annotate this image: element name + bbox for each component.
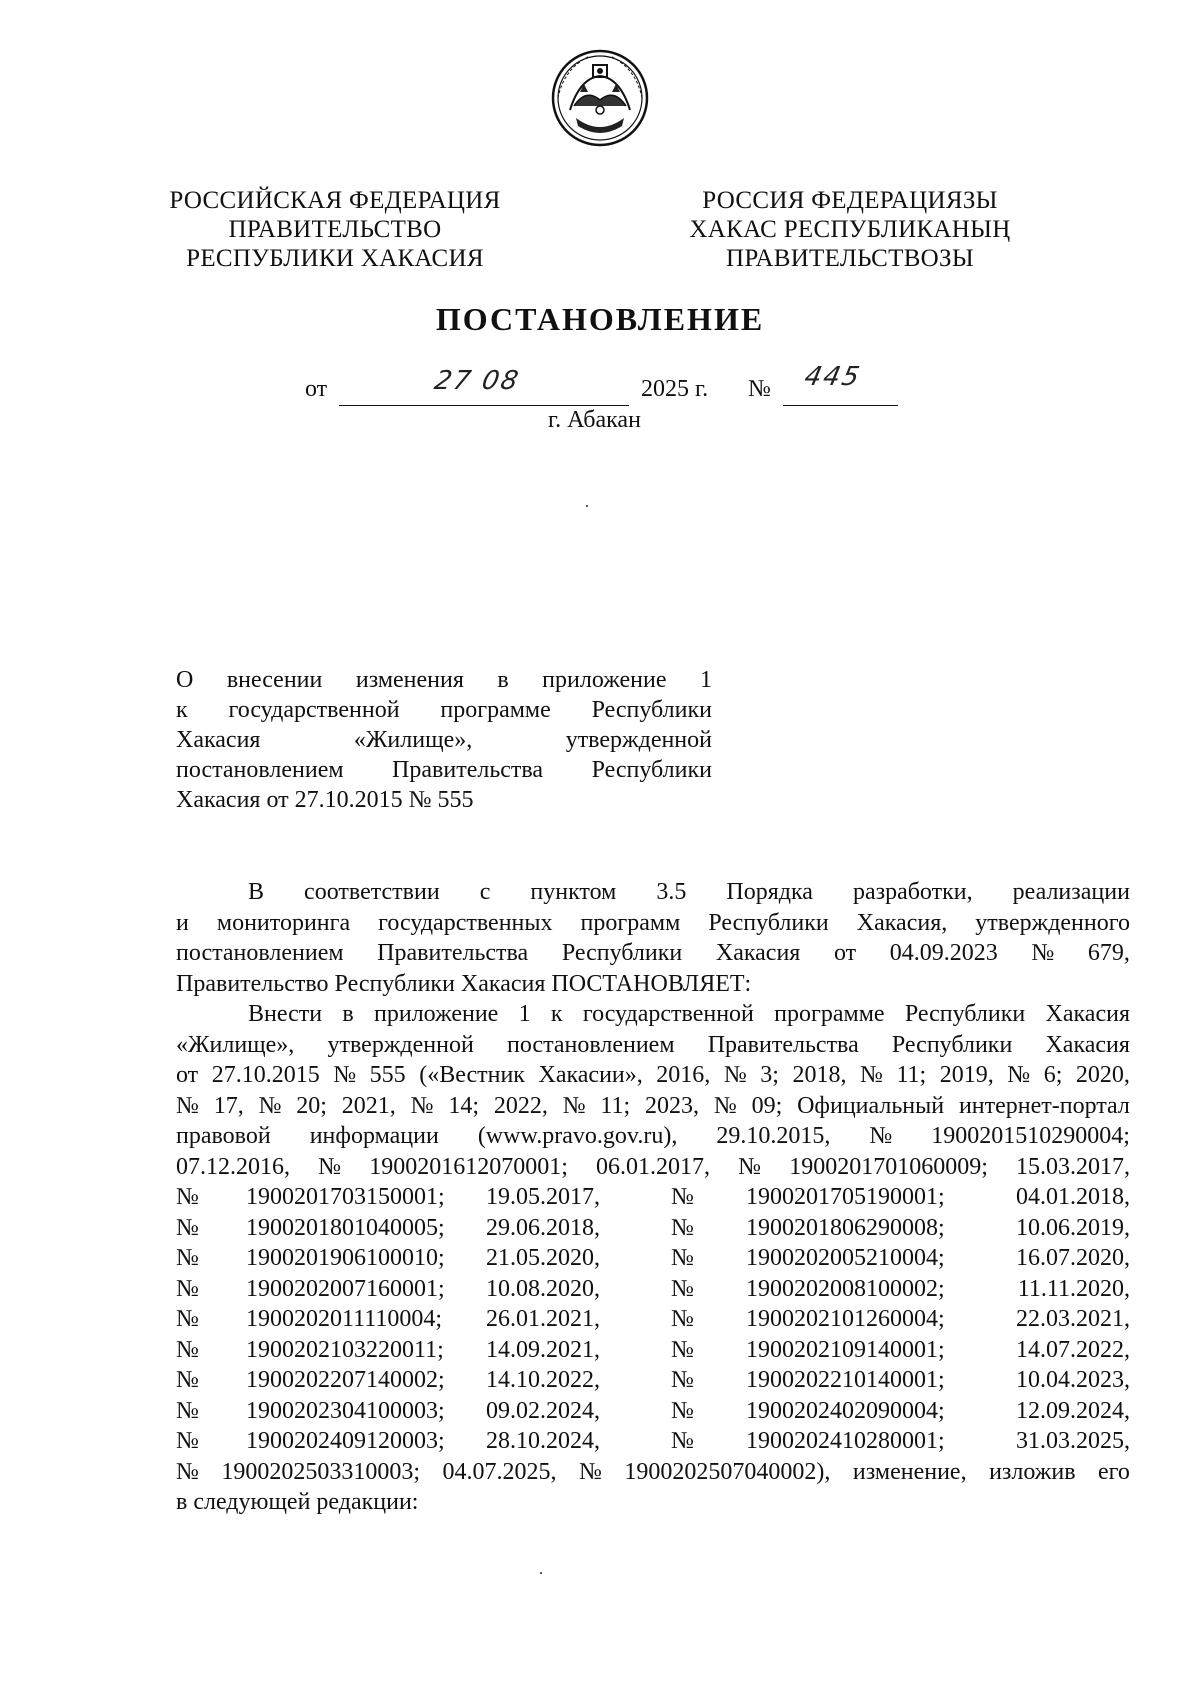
- subject-line: Хакасия от 27.10.2015 № 555: [176, 787, 474, 813]
- header-right-line: ХАКАС РЕСПУБЛИКАНЫҢ: [689, 216, 1011, 243]
- citation-cell: 1900202103220011;: [246, 1336, 444, 1363]
- body-line: Правительство Республики Хакасия ПОСТАНОВЛЯЕТ:: [176, 970, 752, 997]
- citation-cell: №: [671, 1428, 694, 1454]
- word: Республики: [708, 909, 829, 936]
- citation-row: [176, 1213, 1130, 1244]
- word: 1900202503310003;: [221, 1458, 421, 1485]
- word: Официальный: [797, 1092, 945, 1119]
- word: (www.pravo.gov.ru),: [477, 1123, 678, 1149]
- citation-cell: 1900202410280001;: [746, 1428, 951, 1454]
- word: 1900201612070001;: [369, 1153, 568, 1180]
- word: №: [333, 1062, 357, 1088]
- word: 17,: [213, 1092, 244, 1119]
- word: приложение: [542, 667, 667, 693]
- word: изложив: [989, 1458, 1076, 1485]
- word: государственных: [378, 909, 553, 936]
- citation-cell: 1900202409120003;: [246, 1428, 445, 1454]
- word: 679,: [1087, 940, 1130, 966]
- citation-cell: 09.02.2024,: [486, 1397, 600, 1424]
- subject-line: [176, 725, 712, 755]
- word: постановлением: [176, 940, 344, 966]
- word: 1900201701060009;: [789, 1153, 988, 1180]
- word: его: [1098, 1458, 1130, 1485]
- handwritten-date: 27 08: [431, 366, 523, 396]
- word: от: [833, 940, 857, 966]
- word: 2018,: [792, 1062, 847, 1088]
- citation-cell: 12.09.2024,: [1016, 1397, 1130, 1424]
- word: Хакасия: [715, 940, 801, 966]
- citation-cell: 1900202007160001;: [246, 1275, 445, 1302]
- word: №: [738, 1153, 762, 1180]
- citation-row: [176, 1426, 1130, 1457]
- word: мониторинга: [216, 909, 351, 936]
- word: Хакасия,: [856, 909, 948, 936]
- citation-row: [176, 1243, 1130, 1274]
- citation-cell: 31.03.2025,: [1016, 1428, 1130, 1454]
- word: и: [176, 909, 189, 936]
- citation-cell: 1900202005210004;: [746, 1245, 951, 1271]
- citation-cell: 21.05.2020,: [486, 1245, 600, 1271]
- word: утвержденной: [327, 1031, 474, 1058]
- word: №: [258, 1092, 282, 1119]
- word: №: [723, 1062, 747, 1088]
- subject-line: [176, 665, 712, 695]
- word: приложение: [374, 1001, 499, 1027]
- citation-cell: №: [176, 1428, 199, 1454]
- word: от: [176, 1062, 199, 1088]
- word: №: [860, 1062, 883, 1088]
- word: 04.07.2025,: [442, 1458, 557, 1485]
- citation-cell: 1900201906100010;: [246, 1245, 445, 1271]
- citation-cell: 14.10.2022,: [486, 1367, 600, 1393]
- word: 2022,: [493, 1092, 548, 1119]
- citation-cell: 10.08.2020,: [486, 1275, 600, 1302]
- word: в: [497, 667, 509, 693]
- word: Правительства: [707, 1031, 859, 1058]
- header-right-line: РОССИЯ ФЕДЕРАЦИЯЗЫ: [702, 187, 998, 214]
- word: №: [176, 1458, 199, 1485]
- citation-row: [176, 1396, 1130, 1427]
- citation-cell: 10.06.2019,: [1016, 1214, 1130, 1241]
- word: «Жилище»,: [353, 727, 473, 753]
- decree-title: ПОСТАНОВЛЕНИЕ: [435, 301, 765, 337]
- citation-cell: №: [671, 1367, 694, 1393]
- citation-row: [176, 1182, 1130, 1213]
- body-line: [176, 938, 1130, 969]
- citation-cell: 1900202210140001;: [746, 1367, 951, 1393]
- citation-cell: 10.04.2023,: [1016, 1367, 1130, 1393]
- word: №: [579, 1458, 602, 1485]
- body-line: [176, 908, 1130, 939]
- word: 20;: [296, 1092, 327, 1119]
- citation-cell: №: [671, 1245, 694, 1271]
- word: №: [410, 1092, 434, 1119]
- word: Внести: [248, 1001, 323, 1027]
- word: №: [318, 1153, 342, 1180]
- scan-speck: [540, 1572, 542, 1574]
- word: 29.10.2015,: [716, 1123, 831, 1149]
- citation-row: [176, 1304, 1130, 1335]
- citation-cell: №: [176, 1367, 199, 1393]
- citation-cell: №: [176, 1306, 199, 1332]
- citation-cell: 1900202304100003;: [246, 1397, 445, 1424]
- word: программе: [774, 1001, 885, 1027]
- city-label: г. Абакан: [548, 407, 641, 433]
- word: изменение,: [852, 1458, 967, 1485]
- word: 2023,: [645, 1092, 700, 1119]
- citation-cell: 04.01.2018,: [1016, 1184, 1130, 1210]
- word: 11;: [896, 1062, 927, 1088]
- word: 1: [518, 1001, 531, 1027]
- citation-cell: 14.07.2022,: [1016, 1336, 1130, 1363]
- date-number-line: [305, 362, 905, 408]
- citation-cell: №: [176, 1336, 199, 1363]
- word: правовой: [176, 1123, 271, 1149]
- word: изменения: [355, 667, 464, 693]
- citation-cell: №: [671, 1397, 694, 1424]
- citation-cell: 29.06.2018,: [486, 1214, 600, 1241]
- word: к: [176, 697, 188, 723]
- word: Республики: [591, 697, 712, 723]
- citation-cell: №: [176, 1275, 199, 1302]
- word: 3;: [760, 1062, 779, 1088]
- word: 1: [699, 667, 712, 693]
- word: к: [550, 1001, 563, 1027]
- citation-cell: 1900202008100002;: [746, 1275, 951, 1302]
- body-line: [176, 1030, 1130, 1061]
- word: №: [1031, 940, 1055, 966]
- body-line: [176, 877, 1130, 908]
- header-left-line: РЕСПУБЛИКИ ХАКАСИЯ: [186, 245, 484, 272]
- citation-cell: 1900201806290008;: [746, 1214, 951, 1241]
- citation-row: [176, 1365, 1130, 1396]
- word: 2021,: [341, 1092, 396, 1119]
- citation-cell: №: [671, 1336, 694, 1363]
- citation-cell: 11.11.2020,: [1017, 1275, 1130, 1302]
- word: 1900202507040002),: [624, 1458, 831, 1485]
- document-body: [176, 877, 1130, 1518]
- word: разработки,: [852, 879, 973, 905]
- word: 1900201510290004;: [931, 1123, 1130, 1149]
- word: 2016,: [656, 1062, 711, 1088]
- citation-cell: 1900202101260004;: [746, 1306, 951, 1332]
- citation-cell: №: [176, 1214, 199, 1241]
- word: 11;: [600, 1092, 631, 1119]
- subject-line: [176, 695, 712, 725]
- citation-cell: 1900202011110004;: [246, 1306, 442, 1332]
- citation-cell: 1900202109140001;: [746, 1336, 951, 1363]
- body-line: [176, 1060, 1130, 1091]
- word: с: [479, 879, 491, 905]
- header-right: [665, 186, 1035, 273]
- citation-cell: №: [176, 1245, 199, 1271]
- word: Правительства: [377, 940, 529, 966]
- word: Порядка: [726, 879, 813, 905]
- word: соответствии: [304, 879, 440, 905]
- year-label: 2025 г.: [641, 376, 709, 402]
- scan-speck: [586, 505, 588, 507]
- body-line: [176, 1457, 1130, 1488]
- khakassia-coat-of-arms-icon: [550, 48, 650, 148]
- word: Республики: [891, 1031, 1013, 1058]
- word: пунктом: [530, 879, 617, 905]
- citation-cell: 1900201801040005;: [246, 1214, 445, 1241]
- word: 09;: [751, 1092, 783, 1119]
- word: №: [562, 1092, 586, 1119]
- word: реализации: [1012, 879, 1130, 905]
- citation-cell: №: [176, 1184, 199, 1210]
- word: 04.09.2023: [889, 940, 998, 966]
- from-label: от: [305, 376, 328, 402]
- word: («Вестник: [419, 1062, 525, 1088]
- word: №: [1007, 1062, 1031, 1088]
- word: постановлением: [506, 1031, 675, 1058]
- citation-cell: 1900201705190001;: [746, 1184, 951, 1210]
- citation-cell: 28.10.2024,: [486, 1428, 600, 1454]
- word: Республики: [561, 940, 683, 966]
- word: программ: [580, 909, 681, 936]
- word: Хакасия: [176, 727, 261, 753]
- citation-cell: 14.09.2021,: [486, 1336, 600, 1363]
- word: 06.01.2017,: [596, 1153, 710, 1180]
- word: информации: [309, 1123, 439, 1149]
- header-left-line: ПРАВИТЕЛЬСТВО: [228, 216, 442, 243]
- word: Правительства: [392, 757, 544, 783]
- word: утвержденного: [975, 909, 1130, 936]
- citation-cell: №: [671, 1275, 694, 1302]
- citation-cell: №: [671, 1306, 694, 1332]
- citation-cell: №: [671, 1184, 694, 1210]
- word: 2019,: [939, 1062, 994, 1088]
- body-line: [176, 1152, 1130, 1183]
- word: «Жилище»,: [176, 1031, 295, 1058]
- word: программе: [440, 697, 551, 723]
- word: Республики: [904, 1001, 1026, 1027]
- word: государственной: [582, 1001, 754, 1027]
- citation-cell: 1900202207140002;: [246, 1367, 445, 1393]
- word: 15.03.2017,: [1016, 1153, 1130, 1180]
- word: 6;: [1043, 1062, 1063, 1088]
- header-right-line: ПРАВИТЕЛЬСТВОЗЫ: [726, 245, 974, 272]
- word: интернет-портал: [958, 1092, 1130, 1119]
- header-left: [150, 186, 520, 273]
- word: О: [176, 667, 194, 693]
- citation-cell: 1900202402090004;: [746, 1397, 951, 1424]
- word: 555: [369, 1062, 406, 1088]
- body-line: [176, 1121, 1130, 1152]
- word: 07.12.2016,: [176, 1153, 290, 1180]
- word: внесении: [226, 667, 323, 693]
- handwritten-number: 445: [801, 362, 864, 392]
- word: №: [869, 1123, 893, 1149]
- citation-cell: №: [176, 1397, 199, 1424]
- citation-cell: 26.01.2021,: [486, 1306, 600, 1332]
- word: Хакасии»,: [538, 1062, 643, 1088]
- word: В: [248, 879, 265, 905]
- citation-cell: 1900201703150001;: [246, 1184, 445, 1210]
- citation-cell: 16.07.2020,: [1016, 1245, 1130, 1271]
- citation-cell: 19.05.2017,: [486, 1184, 600, 1210]
- word: в: [342, 1001, 354, 1027]
- word: Республики: [591, 757, 712, 783]
- citation-row: [176, 1274, 1130, 1305]
- word: Хакасия: [1045, 1001, 1130, 1027]
- word: государственной: [228, 697, 400, 723]
- word: №: [713, 1092, 737, 1119]
- word: 14;: [448, 1092, 480, 1119]
- word: 2020,: [1075, 1062, 1130, 1088]
- citation-cell: 22.03.2021,: [1016, 1306, 1130, 1332]
- number-underline: [783, 405, 898, 406]
- document-subject: [176, 665, 712, 815]
- citation-cell: №: [671, 1214, 694, 1241]
- word: 27.10.2015: [211, 1062, 320, 1088]
- body-line: [176, 1091, 1130, 1122]
- word: №: [176, 1092, 199, 1119]
- word: Хакасия: [1045, 1031, 1130, 1058]
- body-line: [176, 999, 1130, 1030]
- citation-row: [176, 1335, 1130, 1366]
- body-line: в следующей редакции:: [176, 1489, 419, 1515]
- header-left-line: РОССИЙСКАЯ ФЕДЕРАЦИЯ: [169, 187, 501, 214]
- citation-list: [176, 1182, 1130, 1457]
- word: 3.5: [656, 879, 687, 905]
- number-label: №: [748, 376, 771, 402]
- word: утвержденной: [565, 727, 712, 753]
- subject-line: [176, 755, 712, 785]
- word: постановлением: [176, 757, 344, 783]
